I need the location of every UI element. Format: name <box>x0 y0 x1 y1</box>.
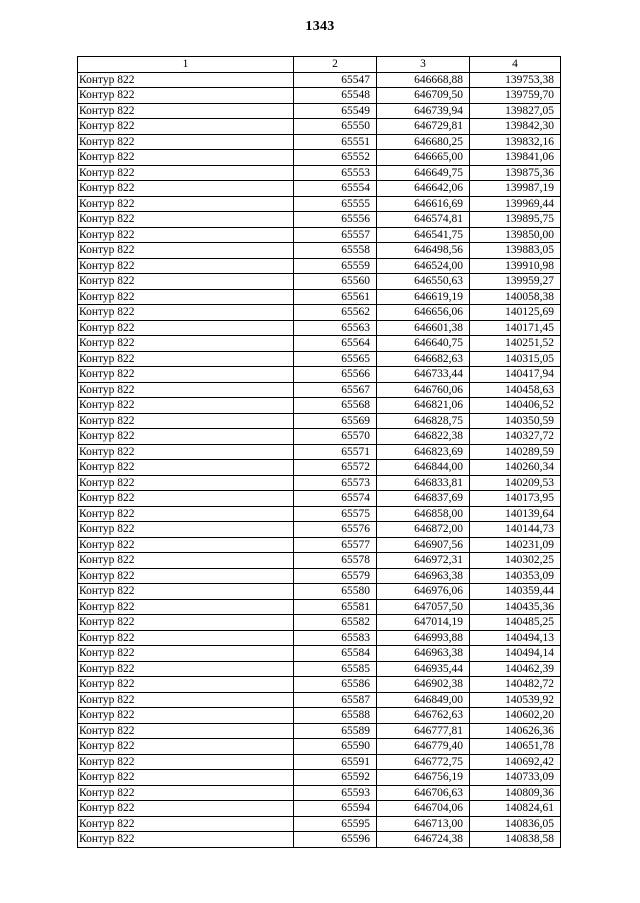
table-row <box>78 165 561 181</box>
point-number-cell: 65557 <box>294 227 377 243</box>
y-coordinate-cell: 139832,16 <box>470 134 561 150</box>
table-row <box>78 630 561 646</box>
point-number-cell: 65581 <box>294 599 377 615</box>
x-coordinate-cell: 646574,81 <box>377 212 470 228</box>
point-number-cell: 65555 <box>294 196 377 212</box>
x-coordinate-cell: 646739,94 <box>377 103 470 119</box>
x-coordinate-cell: 646524,00 <box>377 258 470 274</box>
y-coordinate-cell: 140482,72 <box>470 677 561 693</box>
point-number-cell: 65547 <box>294 72 377 88</box>
table-row <box>78 150 561 166</box>
table-row <box>78 429 561 445</box>
x-coordinate-cell: 646709,50 <box>377 88 470 104</box>
point-number-cell: 65587 <box>294 692 377 708</box>
y-coordinate-cell: 140651,78 <box>470 739 561 755</box>
x-coordinate-cell: 646640,75 <box>377 336 470 352</box>
table-body <box>78 72 561 847</box>
point-number-cell: 65570 <box>294 429 377 445</box>
y-coordinate-cell: 139759,70 <box>470 88 561 104</box>
table-row <box>78 196 561 212</box>
y-coordinate-cell: 139827,05 <box>470 103 561 119</box>
contour-name-cell: Контур 822 <box>78 305 294 321</box>
table-row <box>78 320 561 336</box>
point-number-cell: 65592 <box>294 770 377 786</box>
point-number-cell: 65562 <box>294 305 377 321</box>
table-row <box>78 181 561 197</box>
point-number-cell: 65578 <box>294 553 377 569</box>
contour-name-cell: Контур 822 <box>78 491 294 507</box>
y-coordinate-cell: 140144,73 <box>470 522 561 538</box>
table-row <box>78 351 561 367</box>
contour-name-cell: Контур 822 <box>78 708 294 724</box>
x-coordinate-cell: 646656,06 <box>377 305 470 321</box>
contour-name-cell: Контур 822 <box>78 367 294 383</box>
table-row <box>78 212 561 228</box>
point-number-cell: 65564 <box>294 336 377 352</box>
point-number-cell: 65574 <box>294 491 377 507</box>
y-coordinate-cell: 140209,53 <box>470 475 561 491</box>
y-coordinate-cell: 140539,92 <box>470 692 561 708</box>
contour-name-cell: Контур 822 <box>78 692 294 708</box>
point-number-cell: 65554 <box>294 181 377 197</box>
y-coordinate-cell: 139875,36 <box>470 165 561 181</box>
contour-name-cell: Контур 822 <box>78 584 294 600</box>
x-coordinate-cell: 646844,00 <box>377 460 470 476</box>
contour-name-cell: Контур 822 <box>78 103 294 119</box>
point-number-cell: 65571 <box>294 444 377 460</box>
table-row <box>78 475 561 491</box>
table-row <box>78 692 561 708</box>
x-coordinate-cell: 646498,56 <box>377 243 470 259</box>
contour-name-cell: Контур 822 <box>78 429 294 445</box>
x-coordinate-cell: 646706,63 <box>377 785 470 801</box>
contour-name-cell: Контур 822 <box>78 460 294 476</box>
point-number-cell: 65568 <box>294 398 377 414</box>
x-coordinate-cell: 646779,40 <box>377 739 470 755</box>
table-row <box>78 413 561 429</box>
point-number-cell: 65591 <box>294 754 377 770</box>
table-row <box>78 227 561 243</box>
table-row <box>78 661 561 677</box>
y-coordinate-cell: 140058,38 <box>470 289 561 305</box>
x-coordinate-cell: 646777,81 <box>377 723 470 739</box>
contour-name-cell: Контур 822 <box>78 119 294 135</box>
contour-name-cell: Контур 822 <box>78 615 294 631</box>
x-coordinate-cell: 646601,38 <box>377 320 470 336</box>
y-coordinate-cell: 139753,38 <box>470 72 561 88</box>
contour-name-cell: Контур 822 <box>78 320 294 336</box>
table-row <box>78 615 561 631</box>
x-coordinate-cell: 646762,63 <box>377 708 470 724</box>
page-number: 1343 <box>305 19 335 34</box>
contour-name-cell: Контур 822 <box>78 72 294 88</box>
contour-name-cell: Контур 822 <box>78 816 294 832</box>
y-coordinate-cell: 139987,19 <box>470 181 561 197</box>
contour-name-cell: Контур 822 <box>78 413 294 429</box>
point-number-cell: 65567 <box>294 382 377 398</box>
y-coordinate-cell: 139841,06 <box>470 150 561 166</box>
point-number-cell: 65556 <box>294 212 377 228</box>
x-coordinate-cell: 646668,88 <box>377 72 470 88</box>
x-coordinate-cell: 646872,00 <box>377 522 470 538</box>
x-coordinate-cell: 646821,06 <box>377 398 470 414</box>
contour-name-cell: Контур 822 <box>78 646 294 662</box>
contour-name-cell: Контур 822 <box>78 599 294 615</box>
point-number-cell: 65550 <box>294 119 377 135</box>
point-number-cell: 65549 <box>294 103 377 119</box>
y-coordinate-cell: 140458,63 <box>470 382 561 398</box>
contour-name-cell: Контур 822 <box>78 258 294 274</box>
point-number-cell: 65558 <box>294 243 377 259</box>
y-coordinate-cell: 140139,64 <box>470 506 561 522</box>
table-row <box>78 103 561 119</box>
point-number-cell: 65577 <box>294 537 377 553</box>
table-row <box>78 584 561 600</box>
contour-name-cell: Контур 822 <box>78 630 294 646</box>
table-row <box>78 398 561 414</box>
table-row <box>78 506 561 522</box>
table-row <box>78 119 561 135</box>
contour-name-cell: Контур 822 <box>78 754 294 770</box>
x-coordinate-cell: 647057,50 <box>377 599 470 615</box>
x-coordinate-cell: 646837,69 <box>377 491 470 507</box>
y-coordinate-cell: 140809,36 <box>470 785 561 801</box>
table-row <box>78 444 561 460</box>
y-coordinate-cell: 140251,52 <box>470 336 561 352</box>
x-coordinate-cell: 646760,06 <box>377 382 470 398</box>
coordinates-table <box>77 56 561 848</box>
contour-name-cell: Контур 822 <box>78 785 294 801</box>
x-coordinate-cell: 646756,19 <box>377 770 470 786</box>
contour-name-cell: Контур 822 <box>78 88 294 104</box>
y-coordinate-cell: 140260,34 <box>470 460 561 476</box>
contour-name-cell: Контур 822 <box>78 677 294 693</box>
x-coordinate-cell: 646976,06 <box>377 584 470 600</box>
point-number-cell: 65584 <box>294 646 377 662</box>
contour-name-cell: Контур 822 <box>78 336 294 352</box>
y-coordinate-cell: 140353,09 <box>470 568 561 584</box>
point-number-cell: 65552 <box>294 150 377 166</box>
contour-name-cell: Контур 822 <box>78 770 294 786</box>
table-row <box>78 801 561 817</box>
x-coordinate-cell: 646907,56 <box>377 537 470 553</box>
contour-name-cell: Контур 822 <box>78 134 294 150</box>
contour-name-cell: Контур 822 <box>78 522 294 538</box>
table-row <box>78 522 561 538</box>
point-number-cell: 65583 <box>294 630 377 646</box>
y-coordinate-cell: 140327,72 <box>470 429 561 445</box>
point-number-cell: 65560 <box>294 274 377 290</box>
column-header-4: 4 <box>470 57 561 73</box>
y-coordinate-cell: 140417,94 <box>470 367 561 383</box>
y-coordinate-cell: 140125,69 <box>470 305 561 321</box>
point-number-cell: 65551 <box>294 134 377 150</box>
contour-name-cell: Контур 822 <box>78 243 294 259</box>
contour-name-cell: Контур 822 <box>78 661 294 677</box>
y-coordinate-cell: 140289,59 <box>470 444 561 460</box>
y-coordinate-cell: 140406,52 <box>470 398 561 414</box>
x-coordinate-cell: 646935,44 <box>377 661 470 677</box>
table-row <box>78 708 561 724</box>
table-row <box>78 243 561 259</box>
contour-name-cell: Контур 822 <box>78 537 294 553</box>
point-number-cell: 65579 <box>294 568 377 584</box>
y-coordinate-cell: 139842,30 <box>470 119 561 135</box>
y-coordinate-cell: 139910,98 <box>470 258 561 274</box>
contour-name-cell: Контур 822 <box>78 475 294 491</box>
contour-name-cell: Контур 822 <box>78 165 294 181</box>
x-coordinate-cell: 646828,75 <box>377 413 470 429</box>
x-coordinate-cell: 646833,81 <box>377 475 470 491</box>
x-coordinate-cell: 646713,00 <box>377 816 470 832</box>
y-coordinate-cell: 140838,58 <box>470 832 561 848</box>
y-coordinate-cell: 140173,95 <box>470 491 561 507</box>
y-coordinate-cell: 140494,13 <box>470 630 561 646</box>
y-coordinate-cell: 140692,42 <box>470 754 561 770</box>
point-number-cell: 65596 <box>294 832 377 848</box>
y-coordinate-cell: 140171,45 <box>470 320 561 336</box>
y-coordinate-cell: 140302,25 <box>470 553 561 569</box>
y-coordinate-cell: 140462,39 <box>470 661 561 677</box>
x-coordinate-cell: 646665,00 <box>377 150 470 166</box>
contour-name-cell: Контур 822 <box>78 181 294 197</box>
point-number-cell: 65559 <box>294 258 377 274</box>
contour-name-cell: Контур 822 <box>78 739 294 755</box>
contour-name-cell: Контур 822 <box>78 212 294 228</box>
x-coordinate-cell: 646704,06 <box>377 801 470 817</box>
y-coordinate-cell: 140485,25 <box>470 615 561 631</box>
y-coordinate-cell: 139850,00 <box>470 227 561 243</box>
point-number-cell: 65594 <box>294 801 377 817</box>
table-row <box>78 599 561 615</box>
table-row <box>78 646 561 662</box>
table-row <box>78 88 561 104</box>
contour-name-cell: Контур 822 <box>78 832 294 848</box>
table-row <box>78 289 561 305</box>
table-row <box>78 832 561 848</box>
table-row <box>78 785 561 801</box>
y-coordinate-cell: 140315,05 <box>470 351 561 367</box>
table-row <box>78 134 561 150</box>
table-row <box>78 754 561 770</box>
point-number-cell: 65566 <box>294 367 377 383</box>
point-number-cell: 65580 <box>294 584 377 600</box>
column-header-2: 2 <box>294 57 377 73</box>
contour-name-cell: Контур 822 <box>78 444 294 460</box>
x-coordinate-cell: 646993,88 <box>377 630 470 646</box>
x-coordinate-cell: 646823,69 <box>377 444 470 460</box>
table-row <box>78 816 561 832</box>
point-number-cell: 65561 <box>294 289 377 305</box>
x-coordinate-cell: 646616,69 <box>377 196 470 212</box>
contour-name-cell: Контур 822 <box>78 351 294 367</box>
contour-name-cell: Контур 822 <box>78 723 294 739</box>
x-coordinate-cell: 646642,06 <box>377 181 470 197</box>
contour-name-cell: Контур 822 <box>78 274 294 290</box>
point-number-cell: 65576 <box>294 522 377 538</box>
y-coordinate-cell: 140350,59 <box>470 413 561 429</box>
x-coordinate-cell: 646963,38 <box>377 568 470 584</box>
contour-name-cell: Контур 822 <box>78 382 294 398</box>
table-row <box>78 677 561 693</box>
column-header-1: 1 <box>78 57 294 73</box>
x-coordinate-cell: 646963,38 <box>377 646 470 662</box>
y-coordinate-cell: 140231,09 <box>470 537 561 553</box>
x-coordinate-cell: 646849,00 <box>377 692 470 708</box>
x-coordinate-cell: 646729,81 <box>377 119 470 135</box>
point-number-cell: 65582 <box>294 615 377 631</box>
y-coordinate-cell: 140733,09 <box>470 770 561 786</box>
table-row <box>78 491 561 507</box>
y-coordinate-cell: 139969,44 <box>470 196 561 212</box>
table-row <box>78 537 561 553</box>
contour-name-cell: Контур 822 <box>78 398 294 414</box>
y-coordinate-cell: 140602,20 <box>470 708 561 724</box>
table-row <box>78 258 561 274</box>
y-coordinate-cell: 140359,44 <box>470 584 561 600</box>
x-coordinate-cell: 646541,75 <box>377 227 470 243</box>
x-coordinate-cell: 646733,44 <box>377 367 470 383</box>
x-coordinate-cell: 646682,63 <box>377 351 470 367</box>
x-coordinate-cell: 646858,00 <box>377 506 470 522</box>
point-number-cell: 65569 <box>294 413 377 429</box>
table-row <box>78 72 561 88</box>
point-number-cell: 65573 <box>294 475 377 491</box>
table-row <box>78 274 561 290</box>
y-coordinate-cell: 139959,27 <box>470 274 561 290</box>
y-coordinate-cell: 140494,14 <box>470 646 561 662</box>
x-coordinate-cell: 646680,25 <box>377 134 470 150</box>
table-row <box>78 460 561 476</box>
x-coordinate-cell: 646972,31 <box>377 553 470 569</box>
point-number-cell: 65589 <box>294 723 377 739</box>
y-coordinate-cell: 140824,61 <box>470 801 561 817</box>
y-coordinate-cell: 140836,05 <box>470 816 561 832</box>
table-row <box>78 553 561 569</box>
point-number-cell: 65586 <box>294 677 377 693</box>
point-number-cell: 65590 <box>294 739 377 755</box>
contour-name-cell: Контур 822 <box>78 289 294 305</box>
x-coordinate-cell: 646619,19 <box>377 289 470 305</box>
point-number-cell: 65595 <box>294 816 377 832</box>
table-row <box>78 739 561 755</box>
table-row <box>78 336 561 352</box>
x-coordinate-cell: 646550,63 <box>377 274 470 290</box>
x-coordinate-cell: 646724,38 <box>377 832 470 848</box>
contour-name-cell: Контур 822 <box>78 196 294 212</box>
x-coordinate-cell: 646649,75 <box>377 165 470 181</box>
y-coordinate-cell: 139883,05 <box>470 243 561 259</box>
point-number-cell: 65593 <box>294 785 377 801</box>
point-number-cell: 65565 <box>294 351 377 367</box>
table-row <box>78 770 561 786</box>
y-coordinate-cell: 139895,75 <box>470 212 561 228</box>
x-coordinate-cell: 646902,38 <box>377 677 470 693</box>
point-number-cell: 65588 <box>294 708 377 724</box>
x-coordinate-cell: 646822,38 <box>377 429 470 445</box>
table-row <box>78 568 561 584</box>
contour-name-cell: Контур 822 <box>78 568 294 584</box>
contour-name-cell: Контур 822 <box>78 801 294 817</box>
point-number-cell: 65572 <box>294 460 377 476</box>
table-header-row <box>78 57 561 73</box>
point-number-cell: 65563 <box>294 320 377 336</box>
point-number-cell: 65575 <box>294 506 377 522</box>
point-number-cell: 65585 <box>294 661 377 677</box>
contour-name-cell: Контур 822 <box>78 227 294 243</box>
table-row <box>78 723 561 739</box>
x-coordinate-cell: 646772,75 <box>377 754 470 770</box>
table-row <box>78 382 561 398</box>
contour-name-cell: Контур 822 <box>78 553 294 569</box>
point-number-cell: 65548 <box>294 88 377 104</box>
contour-name-cell: Контур 822 <box>78 150 294 166</box>
column-header-3: 3 <box>377 57 470 73</box>
contour-name-cell: Контур 822 <box>78 506 294 522</box>
y-coordinate-cell: 140435,36 <box>470 599 561 615</box>
table-row <box>78 367 561 383</box>
point-number-cell: 65553 <box>294 165 377 181</box>
y-coordinate-cell: 140626,36 <box>470 723 561 739</box>
x-coordinate-cell: 647014,19 <box>377 615 470 631</box>
table-row <box>78 305 561 321</box>
